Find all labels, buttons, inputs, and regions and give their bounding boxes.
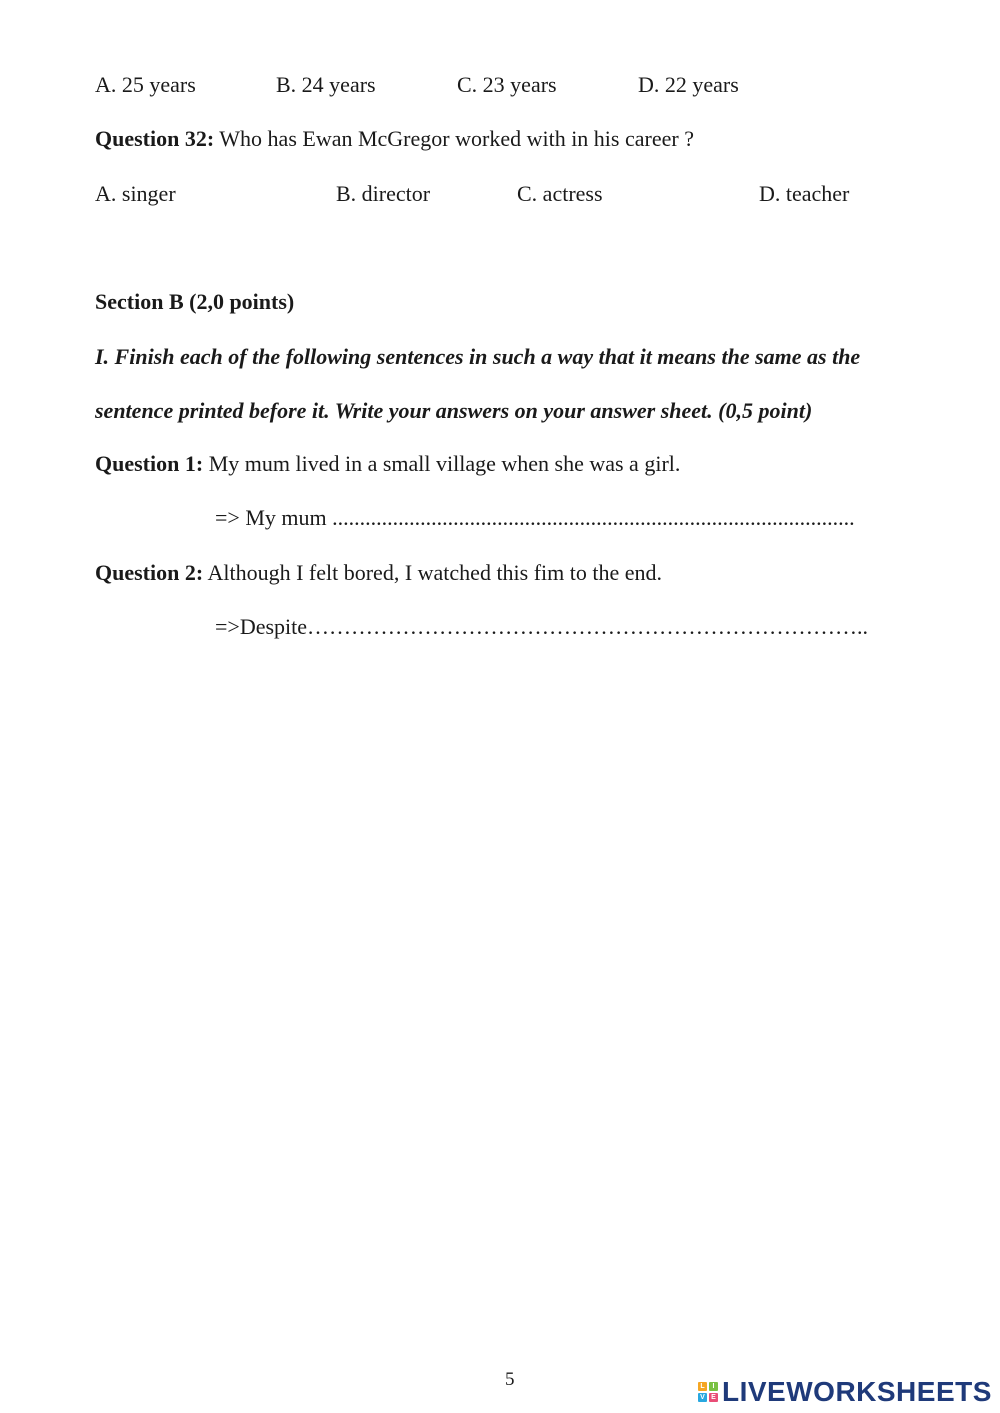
logo-tile-i: I [709,1382,718,1391]
q32-option-a: A. singer [95,181,176,206]
question-2-label: Question 2: [95,560,204,585]
question-2-answer-line[interactable]: =>Despite………………………………………………………………….. [215,614,869,639]
q31-option-d: D. 22 years [638,72,739,97]
question-32-text: Who has Ewan McGregor worked with in his career ? [214,126,694,151]
section-b-title: Section B (2,0 points) [95,289,295,314]
q31-option-b: B. 24 years [276,72,376,97]
logo-tile-e: E [709,1393,718,1402]
question-2 [95,562,662,584]
question-32-label: Question 32: [95,126,215,151]
question-1 [95,453,680,475]
q31-option-c: C. 23 years [457,72,557,97]
liveworksheets-logo [698,1378,992,1406]
question-2-text: Although I felt bored, I watched this fim to the end. [203,560,663,585]
question-1-answer-line[interactable]: => My mum ............................................................................................... [215,505,855,530]
logo-tile-v: V [698,1393,707,1402]
brand-name: LIVEWORKSHEETS [722,1376,992,1407]
question-1-text: My mum lived in a small village when she was a girl. [203,451,681,476]
instruction-line-2: sentence printed before it. Write your answers on your answer sheet. (0,5 point) [95,398,813,423]
logo-tile-l: L [698,1382,707,1391]
q32-option-d: D. teacher [759,181,850,206]
instruction-line-1: I. Finish each of the following sentences in such a way that it means the same as the [95,344,861,369]
question-32 [95,128,694,150]
q32-option-b: B. director [336,181,431,206]
question-1-label: Question 1: [95,451,204,476]
q32-option-c: C. actress [517,181,603,206]
logo-tiles-icon [698,1382,718,1402]
q31-option-a: A. 25 years [95,72,196,97]
page-number: 5 [505,1369,515,1390]
